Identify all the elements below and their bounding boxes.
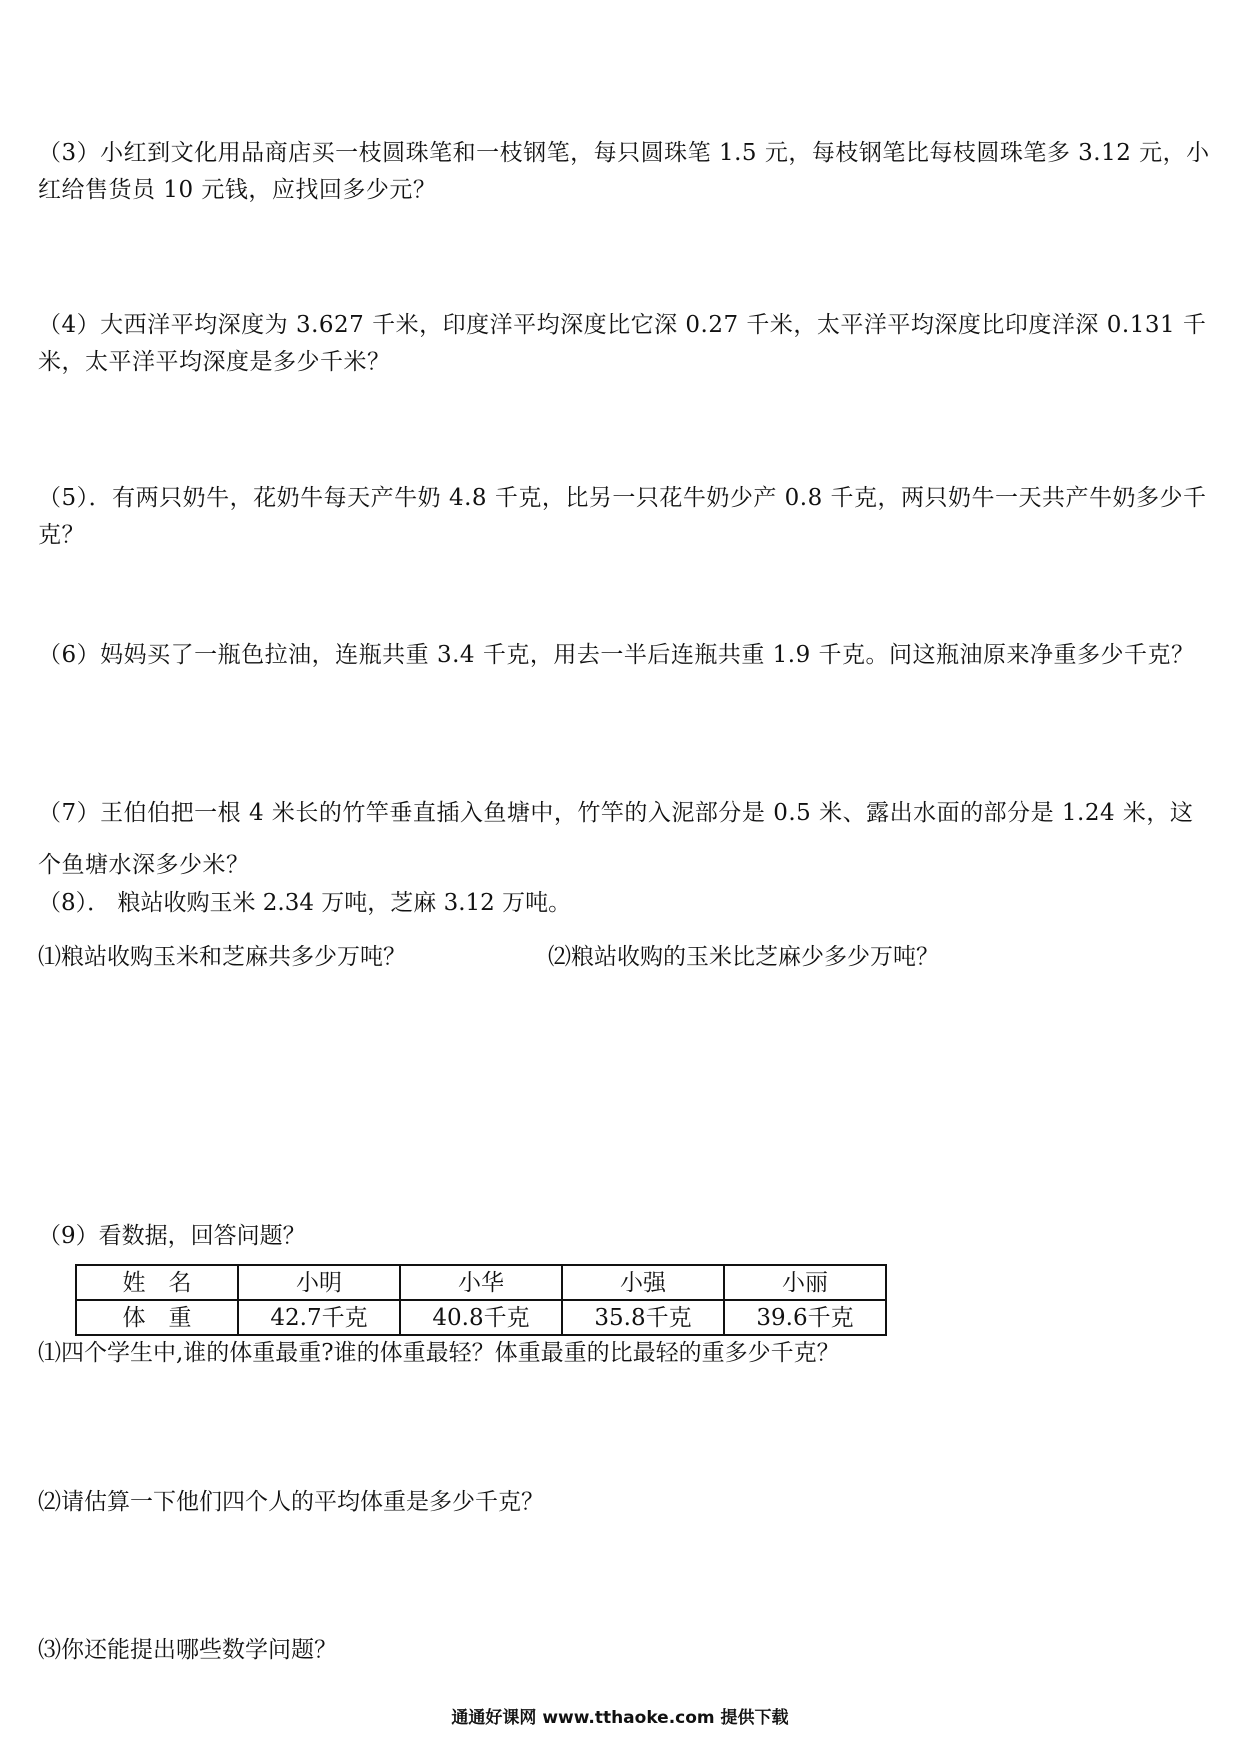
table-cell: 体 重 [76, 1300, 238, 1335]
table-cell: 小华 [400, 1265, 562, 1300]
question-3: （3）小红到文化用品商店买一枝圆珠笔和一枝钢笔，每只圆珠笔 1.5 元，每枝钢笔比每枝圆珠笔多 3.12 元，小红给售货员 10 元钱，应找回多少元？ [38, 140, 1210, 203]
table-cell: 姓 名 [76, 1265, 238, 1300]
question-9-sub-1: ⑴四个学生中,谁的体重最重?谁的体重最轻？体重最重的比最轻的重多少千克？ [38, 1340, 840, 1366]
table-cell: 35.8千克 [562, 1300, 724, 1335]
table-cell: 小强 [562, 1265, 724, 1300]
question-9-sub-2: ⑵请估算一下他们四个人的平均体重是多少千克？ [38, 1489, 544, 1515]
question-8-sub-2: ⑵粮站收购的玉米比芝麻少多少万吨？ [548, 944, 939, 970]
footer-credit: 通通好课网 www.tthaoke.com 提供下载 [451, 1708, 789, 1728]
question-8-sub-1: ⑴粮站收购玉米和芝麻共多少万吨？ [38, 944, 406, 970]
table-cell: 小丽 [724, 1265, 886, 1300]
table-row [76, 1300, 886, 1335]
question-9: （9）看数据，回答问题？ [38, 1223, 306, 1249]
weight-table [75, 1264, 887, 1336]
question-4: （4）大西洋平均深度为 3.627 千米，印度洋平均深度比它深 0.27 千米，太平洋平均深度比印度洋深 0.131 千米，太平洋平均深度是多少千米？ [38, 312, 1207, 375]
table-cell: 42.7千克 [238, 1300, 400, 1335]
table-cell: 小明 [238, 1265, 400, 1300]
question-9-sub-3: ⑶你还能提出哪些数学问题？ [38, 1637, 337, 1663]
question-6: （6）妈妈买了一瓶色拉油，连瓶共重 3.4 千克，用去一半后连瓶共重 1.9 千克。问这瓶油原来净重多少千克？ [38, 642, 1195, 668]
table-cell: 40.8千克 [400, 1300, 562, 1335]
table-cell: 39.6千克 [724, 1300, 886, 1335]
question-5: （5）．有两只奶牛，花奶牛每天产牛奶 4.8 千克，比另一只花牛奶少产 0.8 千克，两只奶牛一天共产牛奶多少千克？ [38, 485, 1207, 548]
table-row [76, 1265, 886, 1300]
question-8: （8）． 粮站收购玉米 2.34 万吨，芝麻 3.12 万吨。 [38, 890, 572, 916]
question-7: （7）王伯伯把一根 4 米长的竹竿垂直插入鱼塘中，竹竿的入泥部分是 0.5 米、露出水面的部分是 1.24 米，这个鱼塘水深多少米？ [38, 800, 1194, 878]
